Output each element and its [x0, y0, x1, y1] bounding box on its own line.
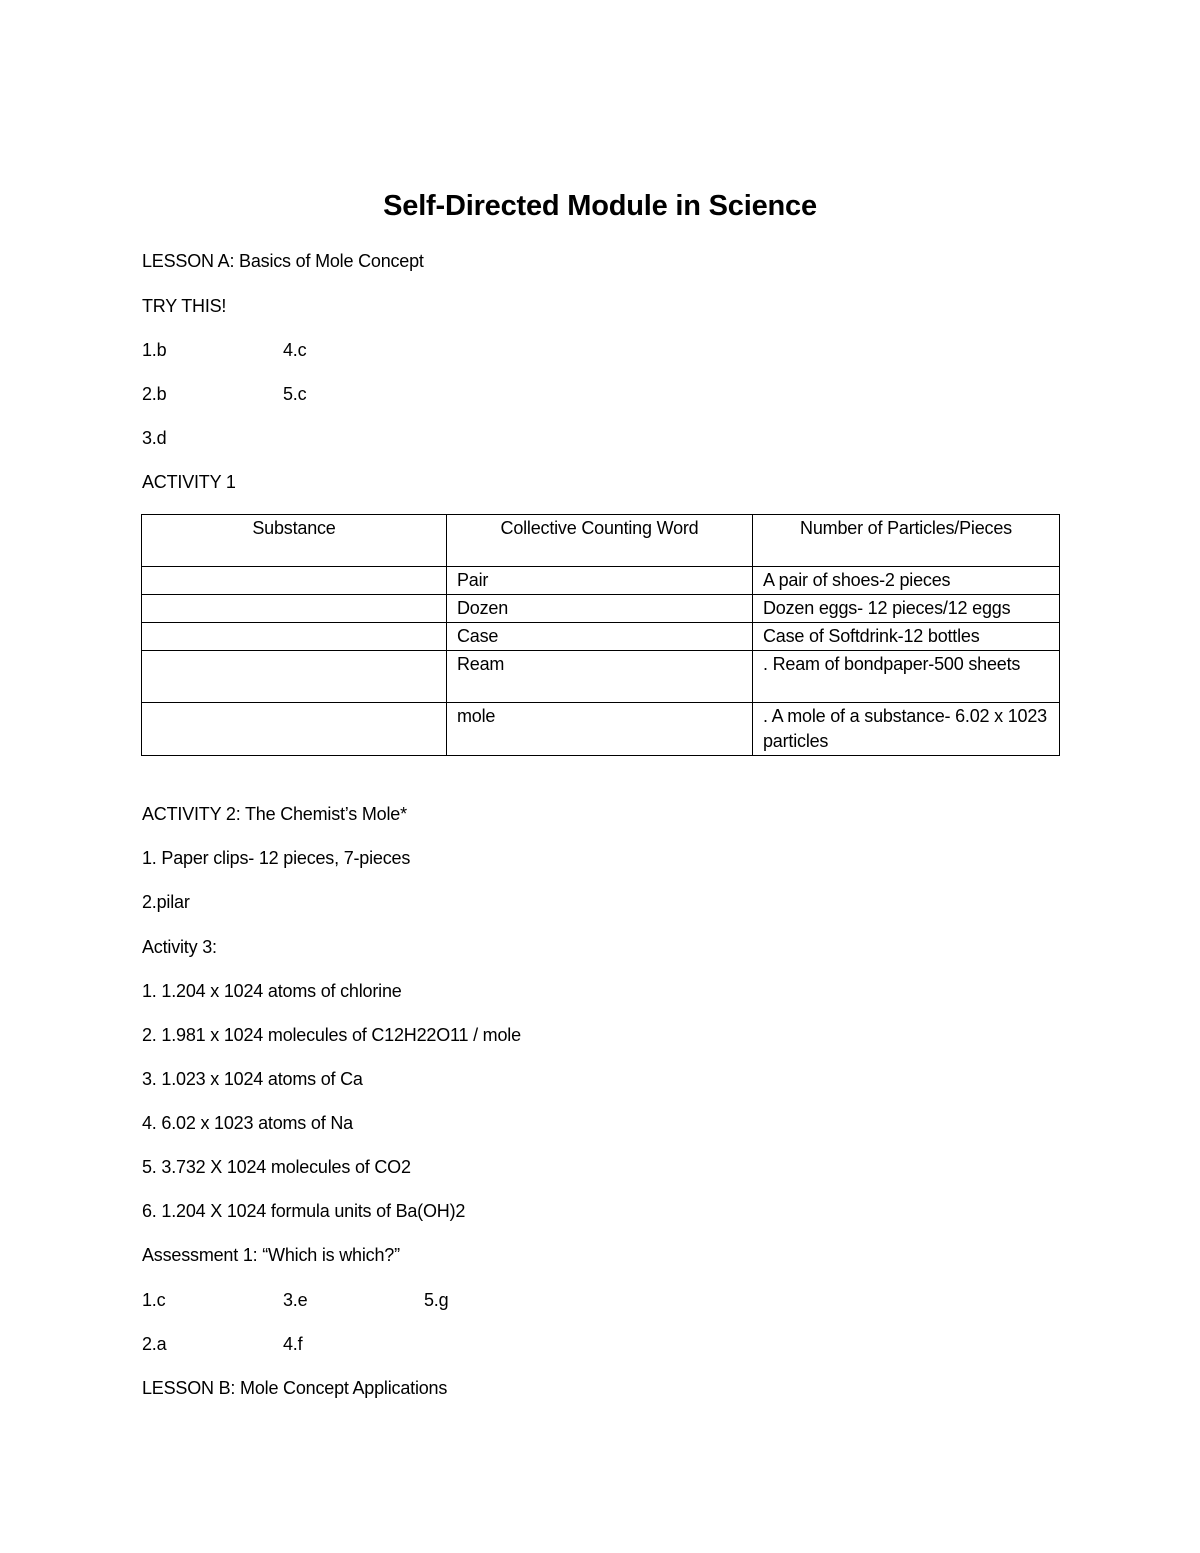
table-row: [142, 703, 1060, 756]
try-this-answer: 1.b: [142, 340, 167, 360]
table-cell-word: Pair: [447, 567, 753, 595]
activity3-item: 4. 6.02 x 1023 atoms of Na: [142, 1113, 353, 1133]
table-header-row: [142, 515, 1060, 567]
table-cell-word: mole: [447, 703, 753, 756]
activity3-heading: Activity 3:: [142, 937, 217, 957]
activity3-item: 3. 1.023 x 1024 atoms of Ca: [142, 1069, 363, 1089]
table-cell-number: A pair of shoes-2 pieces: [753, 567, 1060, 595]
try-this-answer: 5.c: [283, 384, 307, 404]
try-this-answer: 3.d: [142, 428, 167, 448]
try-this-answer: 2.b: [142, 384, 167, 404]
table-cell-word: Ream: [447, 651, 753, 703]
assessment1-answer: 2.a: [142, 1334, 167, 1354]
assessment1-answer: 5.g: [424, 1290, 449, 1310]
lesson-b-heading: LESSON B: Mole Concept Applications: [142, 1378, 448, 1398]
activity3-item: 2. 1.981 x 1024 molecules of C12H22O11 / mole: [142, 1025, 521, 1045]
table-cell-substance: [142, 651, 447, 703]
activity3-item: 1. 1.204 x 1024 atoms of chlorine: [142, 981, 402, 1001]
table-cell-substance: [142, 595, 447, 623]
table-cell-word: Case: [447, 623, 753, 651]
table-cell-substance: [142, 567, 447, 595]
activity2-item: 1. Paper clips- 12 pieces, 7-pieces: [142, 848, 411, 868]
table-row: [142, 651, 1060, 703]
page-title: Self-Directed Module in Science: [383, 190, 817, 222]
table-cell-number: . A mole of a substance- 6.02 x 1023 particles: [753, 703, 1060, 756]
table-cell-word: Dozen: [447, 595, 753, 623]
assessment1-answer: 4.f: [283, 1334, 303, 1354]
table-row: [142, 595, 1060, 623]
table-cell-number: Case of Softdrink-12 bottles: [753, 623, 1060, 651]
activity3-item: 5. 3.732 X 1024 molecules of CO2: [142, 1157, 411, 1177]
assessment1-heading: Assessment 1: “Which is which?”: [142, 1245, 400, 1265]
assessment1-answer: 1.c: [142, 1290, 166, 1310]
table-cell-substance: [142, 703, 447, 756]
lesson-a-heading: LESSON A: Basics of Mole Concept: [142, 251, 424, 271]
table-header-cell: Number of Particles/Pieces: [753, 515, 1060, 567]
activity2-item: 2.pilar: [142, 892, 190, 912]
table-cell-number: . Ream of bondpaper-500 sheets: [753, 651, 1060, 703]
activity2-heading: ACTIVITY 2: The Chemist’s Mole*: [142, 804, 407, 824]
table-header-cell: Substance: [142, 515, 447, 567]
table-row: [142, 567, 1060, 595]
activity1-table: [141, 514, 1060, 756]
assessment1-answer: 3.e: [283, 1290, 308, 1310]
table-row: [142, 623, 1060, 651]
table-cell-number: Dozen eggs- 12 pieces/12 eggs: [753, 595, 1060, 623]
try-this-heading: TRY THIS!: [142, 296, 227, 316]
table-header-cell: Collective Counting Word: [447, 515, 753, 567]
activity3-item: 6. 1.204 X 1024 formula units of Ba(OH)2: [142, 1201, 466, 1221]
table-cell-substance: [142, 623, 447, 651]
try-this-answer: 4.c: [283, 340, 307, 360]
activity1-heading: ACTIVITY 1: [142, 472, 236, 492]
